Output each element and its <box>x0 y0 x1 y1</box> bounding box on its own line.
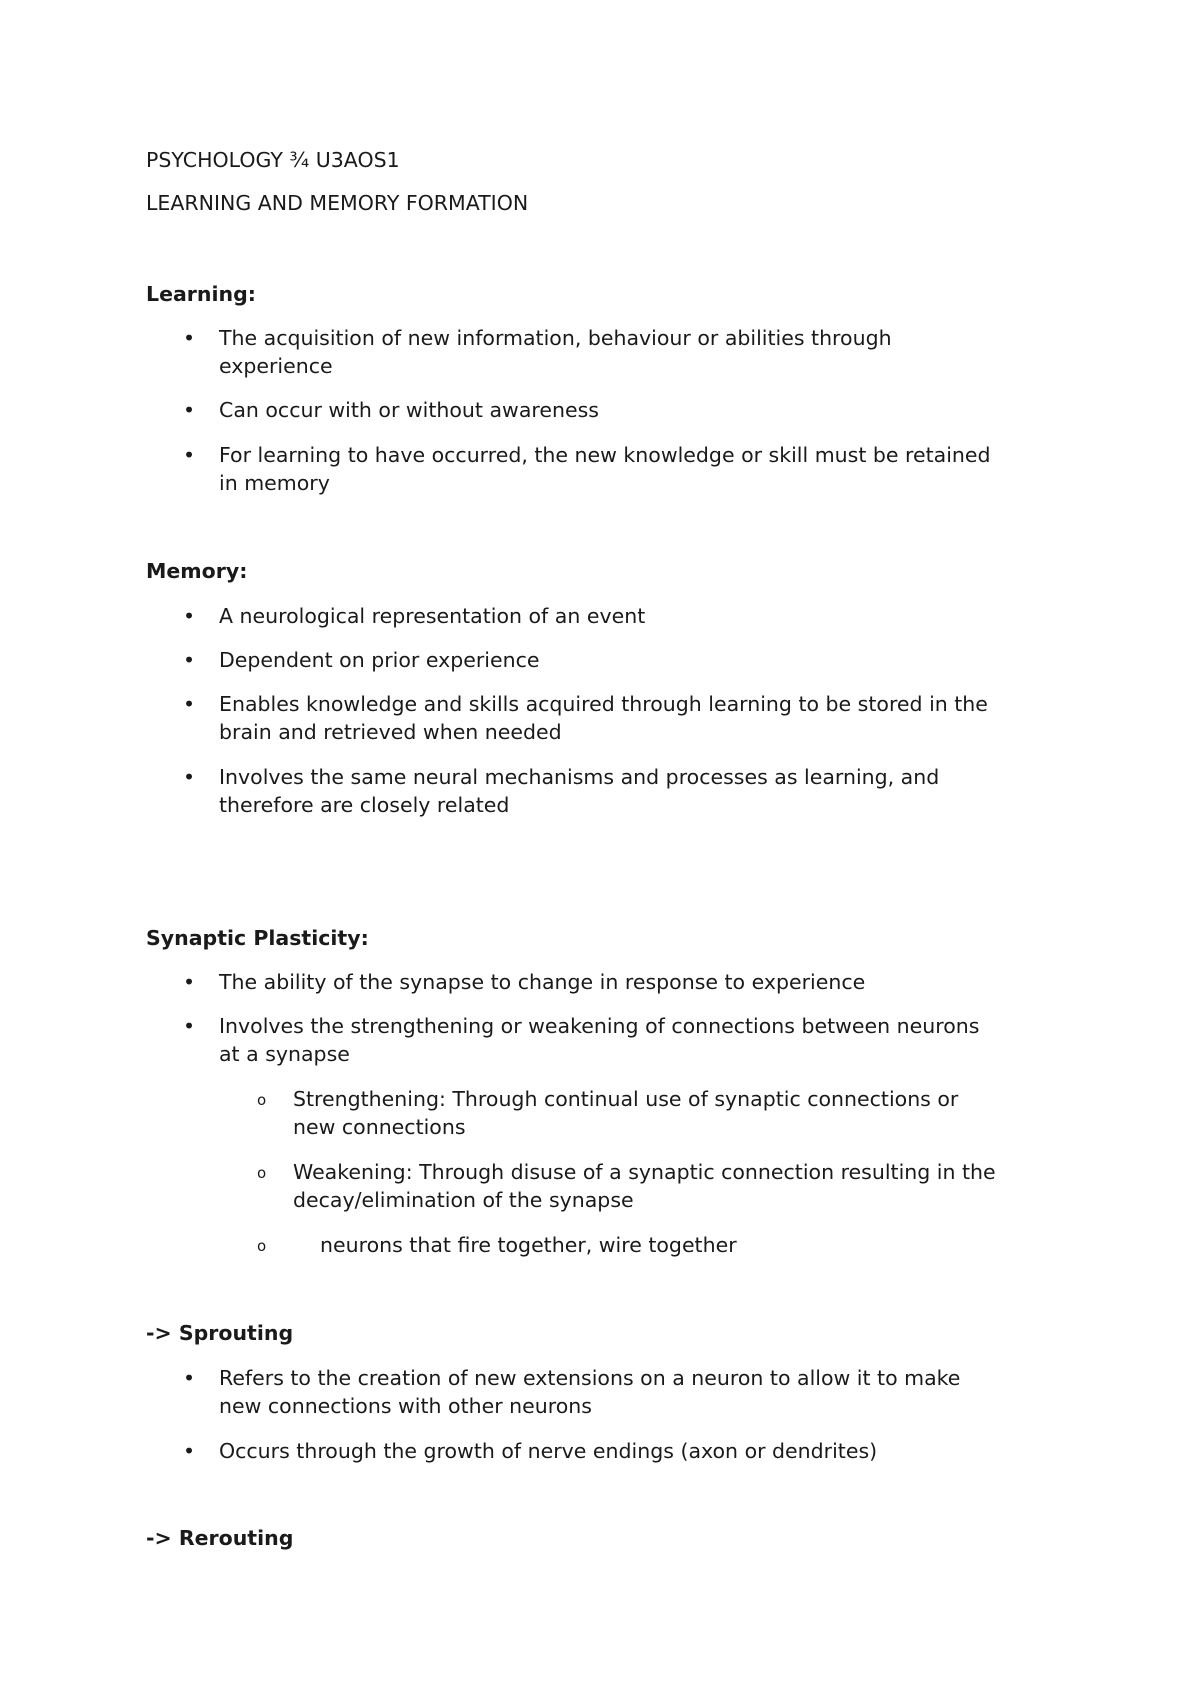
bullet-icon: • <box>183 692 196 716</box>
bullet-icon: • <box>183 970 196 994</box>
list-item-line: at a synapse <box>219 1042 350 1066</box>
bullet-icon: • <box>183 443 196 467</box>
list-item-line: Can occur with or without awareness <box>219 398 599 422</box>
list-item-line: Strengthening: Through continual use of synaptic connections or <box>293 1087 959 1111</box>
sub-list-item <box>320 1231 737 1259</box>
sub-list-item <box>293 1085 958 1141</box>
sub-bullet-icon: o <box>257 1091 267 1109</box>
list-item-line: in memory <box>219 471 330 495</box>
list-item-line: neurons that fire together, wire together <box>320 1233 737 1257</box>
list-item <box>219 968 865 996</box>
sub-bullet-icon: o <box>257 1237 267 1255</box>
list-item <box>219 602 645 630</box>
bullet-icon: • <box>183 1014 196 1038</box>
list-item-line: Involves the same neural mechanisms and processes as learning, and <box>219 765 940 789</box>
list-item-line: therefore are closely related <box>219 793 510 817</box>
list-item <box>219 1437 877 1465</box>
list-item-line: A neurological representation of an event <box>219 604 646 628</box>
list-item-line: brain and retrieved when needed <box>219 720 562 744</box>
bullet-icon: • <box>183 398 196 422</box>
list-item-line: Occurs through the growth of nerve endings (axon or dendrites) <box>219 1439 878 1463</box>
list-item <box>219 1012 979 1068</box>
bullet-icon: • <box>183 1439 196 1463</box>
sub-bullet-icon: o <box>257 1164 267 1182</box>
bullet-icon: • <box>183 326 196 350</box>
list-item-line: decay/elimination of the synapse <box>293 1188 634 1212</box>
section-heading-rerouting: -> Rerouting <box>146 1526 294 1550</box>
list-item-line: Involves the strengthening or weakening of connections between neurons <box>219 1014 980 1038</box>
list-item-line: new connections with other neurons <box>219 1394 592 1418</box>
list-item <box>219 396 599 424</box>
bullet-icon: • <box>183 765 196 789</box>
section-heading-synaptic-plasticity: Synaptic Plasticity: <box>146 926 369 950</box>
bullet-icon: • <box>183 604 196 628</box>
sub-list-item <box>293 1158 996 1214</box>
list-item <box>219 646 539 674</box>
list-item <box>219 1364 960 1420</box>
list-item <box>219 441 991 497</box>
list-item-line: Refers to the creation of new extensions on a neuron to allow it to make <box>219 1366 961 1390</box>
bullet-icon: • <box>183 1366 196 1390</box>
section-heading-learning: Learning: <box>146 282 256 306</box>
list-item-line: For learning to have occurred, the new knowledge or skill must be retained <box>219 443 991 467</box>
list-item-line: Weakening: Through disuse of a synaptic connection resulting in the <box>293 1160 996 1184</box>
list-item <box>219 763 939 819</box>
list-item-line: Enables knowledge and skills acquired through learning to be stored in the <box>219 692 988 716</box>
list-item <box>219 690 988 746</box>
list-item-line: new connections <box>293 1115 466 1139</box>
bullet-icon: • <box>183 648 196 672</box>
document-subtitle: LEARNING AND MEMORY FORMATION <box>146 191 529 215</box>
list-item <box>219 324 892 380</box>
section-heading-sprouting: -> Sprouting <box>146 1321 294 1345</box>
list-item-line: Dependent on prior experience <box>219 648 540 672</box>
list-item-line: experience <box>219 354 333 378</box>
list-item-line: The ability of the synapse to change in response to experience <box>219 970 866 994</box>
list-item-line: The acquisition of new information, behaviour or abilities through <box>219 326 892 350</box>
document-title: PSYCHOLOGY ¾ U3AOS1 <box>146 148 400 172</box>
section-heading-memory: Memory: <box>146 559 248 583</box>
